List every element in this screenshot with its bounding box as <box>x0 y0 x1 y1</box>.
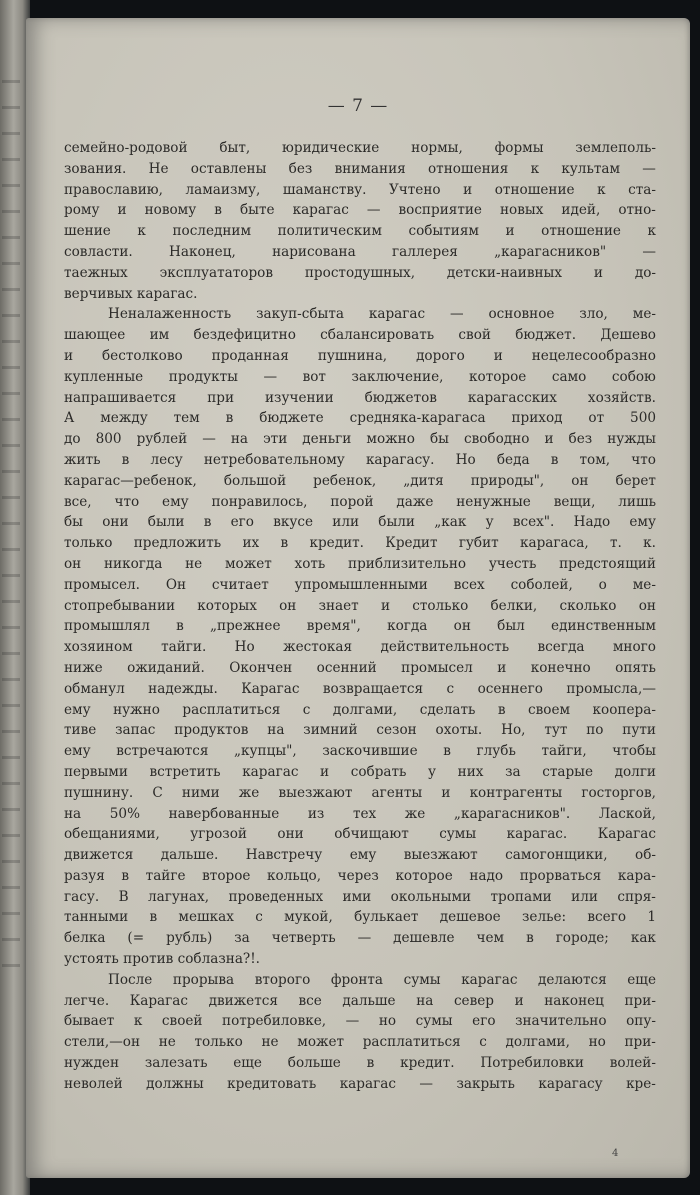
text-line: на 50% навербованные из тех же „карагасников". Лаской, <box>64 805 656 822</box>
text-line: верчивых карагас. <box>64 285 198 302</box>
text-line: хозяином тайги. Но жестокая действительность всегда много <box>64 639 656 656</box>
facing-page-edge <box>2 80 20 980</box>
text-line: белка (= рубль) за четверть — дешевле чем в городе; как <box>64 930 656 947</box>
signature-mark: 4 <box>612 1148 619 1159</box>
text-line: промышлял в „прежнее время", когда он был единственным <box>64 618 656 635</box>
text-line: шающее им бездефицитно сбалансировать свой бюджет. Дешево <box>64 327 656 344</box>
page-number: — 7 — <box>327 96 389 116</box>
book-page <box>26 18 690 1178</box>
text-line: он никогда не может хоть приблизительно учесть предстоящий <box>64 555 656 572</box>
text-line: пушнину. С ними же выезжают агенты и контрагенты госторгов, <box>64 784 656 801</box>
text-line: стели,—он не только не может расплатиться с долгами, но при- <box>64 1034 656 1051</box>
text-line: разуя в тайге второе кольцо, через которое надо прорваться кара- <box>64 867 656 884</box>
text-line: все, что ему понравилось, порой даже ненужные вещи, лишь <box>64 493 656 510</box>
text-line: купленные продукты — вот заключение, которое само собою <box>64 368 656 385</box>
text-line: зования. Не оставлены без внимания отношения к культам — <box>64 160 656 177</box>
text-line: православию, ламаизму, шаманству. Учтено и отношение к ста- <box>64 181 656 198</box>
text-line: тиве запас продуктов на зимний сезон охоты. Но, тут по пути <box>64 722 656 739</box>
text-line: стопребывании которых он знает и столько белки, сколько он <box>64 597 656 614</box>
text-line: напрашивается при изучении бюджетов карагасских хозяйств. <box>64 389 656 406</box>
text-line: легче. Карагас движется все дальше на север и наконец при- <box>64 992 656 1009</box>
text-line: промысел. Он считает упромышленными всех соболей, о ме- <box>64 576 656 593</box>
text-line: только предложить их в кредит. Кредит губит карагаса, т. к. <box>64 535 656 552</box>
text-line: А между тем в бюджете средняка-карагаса приход от 500 <box>64 410 656 427</box>
text-line: таежных эксплуататоров простодушных, детски-наивных и до- <box>64 264 656 281</box>
text-line: ему нужно расплатиться с долгами, сделать в своем коопера- <box>64 701 656 718</box>
text-line: и бестолково проданная пушнина, дорого и нецелесообразно <box>64 347 656 364</box>
text-line: гасу. В лагунах, проведенных ими окольными тропами или спря- <box>64 888 656 905</box>
text-line: танными в мешках с мукой, булькает дешевое зелье: всего 1 <box>64 909 656 926</box>
text-line: ему встречаются „купцы", заскочившие в глубь тайги, чтобы <box>64 743 656 760</box>
text-line: бывает к своей потребиловке, — но сумы его значительно опу- <box>64 1013 656 1030</box>
text-line: рому и новому в быте карагас — восприятие новых идей, отно- <box>64 202 656 219</box>
text-line: Неналаженность закуп-сбыта карагас — основное зло, ме- <box>108 306 656 323</box>
text-line: обещаниями, угрозой они обчищают сумы карагас. Карагас <box>64 826 656 843</box>
text-line: семейно-родовой быт, юридические нормы, формы землеполь- <box>64 140 656 156</box>
text-line: шение к последним политическим событиям и отношение к <box>64 223 656 240</box>
text-line: неволей должны кредитовать карагас — закрыть карагасу кре- <box>64 1075 656 1092</box>
text-line: первыми встретить карагас и собрать у них за старые долги <box>64 763 656 780</box>
text-line: карагас—ребенок, большой ребенок, „дитя природы", он берет <box>64 472 656 489</box>
text-line: устоять против соблазна?!. <box>64 951 261 968</box>
text-line: до 800 рублей — на эти деньги можно бы свободно и без нужды <box>64 431 656 448</box>
text-line: движется дальше. Навстречу ему выезжают самогонщики, об- <box>64 847 656 864</box>
text-line: нужден залезать еще больше в кредит. Потребиловки волей- <box>64 1055 656 1072</box>
text-line: обманул надежды. Карагас возвращается с осеннего промысла,— <box>64 680 656 697</box>
body-text <box>64 138 656 1095</box>
text-line: бы они были в его вкусе или были „как у всех". Надо ему <box>64 514 656 531</box>
text-line: жить в лесу нетребовательному карагасу. Но беда в том, что <box>64 451 656 468</box>
text-line: совласти. Наконец, нарисована галлерея „карагасников" — <box>64 243 656 260</box>
text-line: После прорыва второго фронта сумы карагас делаются еще <box>108 971 656 988</box>
text-line: ниже ожиданий. Окончен осенний промысел и конечно опять <box>64 659 656 676</box>
